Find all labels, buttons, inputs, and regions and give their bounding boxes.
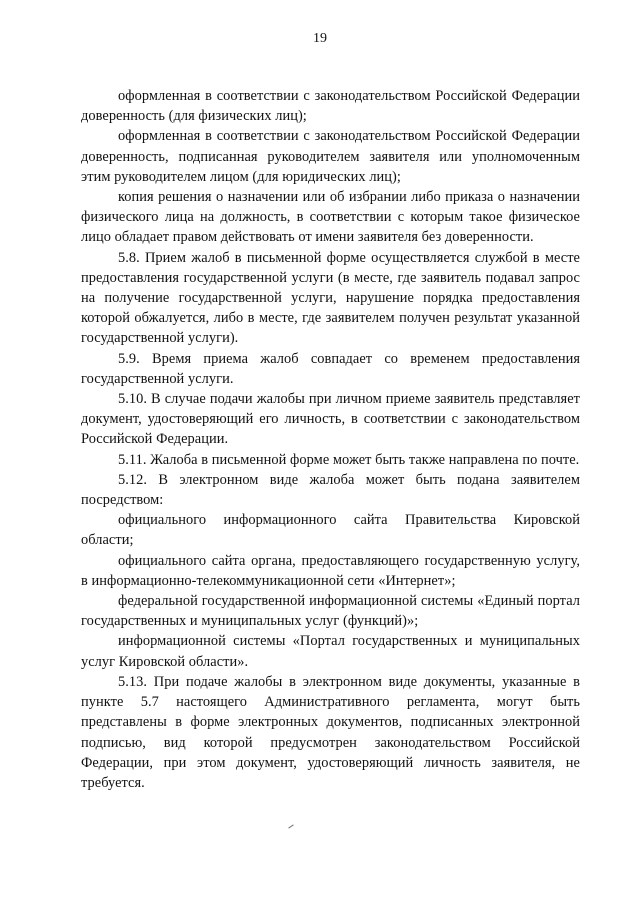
paragraph-5-9: 5.9. Время приема жалоб совпадает со временем предоставления государственной услуги. xyxy=(81,350,580,387)
paragraph-5-11: 5.11. Жалоба в письменной форме может быть также направлена по почте. xyxy=(118,451,580,468)
list-item-regional-portal: информационной системы «Портал государственных и муниципальных услуг Кировской области». xyxy=(81,633,580,670)
paragraph-appointment-decision-copy: копия решения о назначении или об избрании либо приказа о назначении физического лица на должность, в соответствии с которым такое физическое лицо обладает правом действовать от имени заявителя без доверенности. xyxy=(81,189,580,246)
paragraph-5-12: 5.12. В электронном виде жалоба может быть подана заявителем посредством: xyxy=(81,471,580,509)
paragraph-5-13: 5.13. При подаче жалобы в электронном виде документы, указанные в пункте 5.7 настоящего Административного регламента, могут быть представлены в форме электронных документов, подписанных электронной подписью, вид которой предусмотрен законодательством Российской Федерации, при этом документ, удостоверяющий личность заявителя, не требуется. xyxy=(81,673,580,791)
list-item-authority-website: официального сайта органа, предоставляющего государственную услугу, в информационно-телекоммуникационной сети «Интернет»; xyxy=(81,552,580,589)
paragraph-5-10: 5.10. В случае подачи жалобы при личном приеме заявитель представляет документ, удостоверяющий его личность, в соответствии с законодательством Российской Федерации. xyxy=(81,391,580,448)
scan-mark xyxy=(288,824,293,828)
list-item-government-website: официального информационного сайта Правительства Кировской области; xyxy=(81,512,580,549)
list-item-federal-portal: федеральной государственной информационной системы «Единый портал государственных и муниципальных услуг (функций)»; xyxy=(81,593,580,630)
paragraph-power-of-attorney-individuals: оформленная в соответствии с законодательством Российской Федерации доверенность (для физических лиц); xyxy=(81,88,580,125)
paragraph-power-of-attorney-legal-entities: оформленная в соответствии с законодательством Российской Федерации доверенность, подписанная руководителем заявителя или уполномоченным этим руководителем лицом (для юридических лиц); xyxy=(81,128,580,185)
page-number: 19 xyxy=(313,31,327,46)
paragraph-5-8: 5.8. Прием жалоб в письменной форме осуществляется службой в месте предоставления государственной услуги (в месте, где заявитель подавал запрос на получение государственной услуги, нарушение порядка предоставления которой обжалуется, либо в месте, где заявителем получен результат указанной государственной услуги). xyxy=(81,249,580,347)
document-body xyxy=(81,86,580,793)
